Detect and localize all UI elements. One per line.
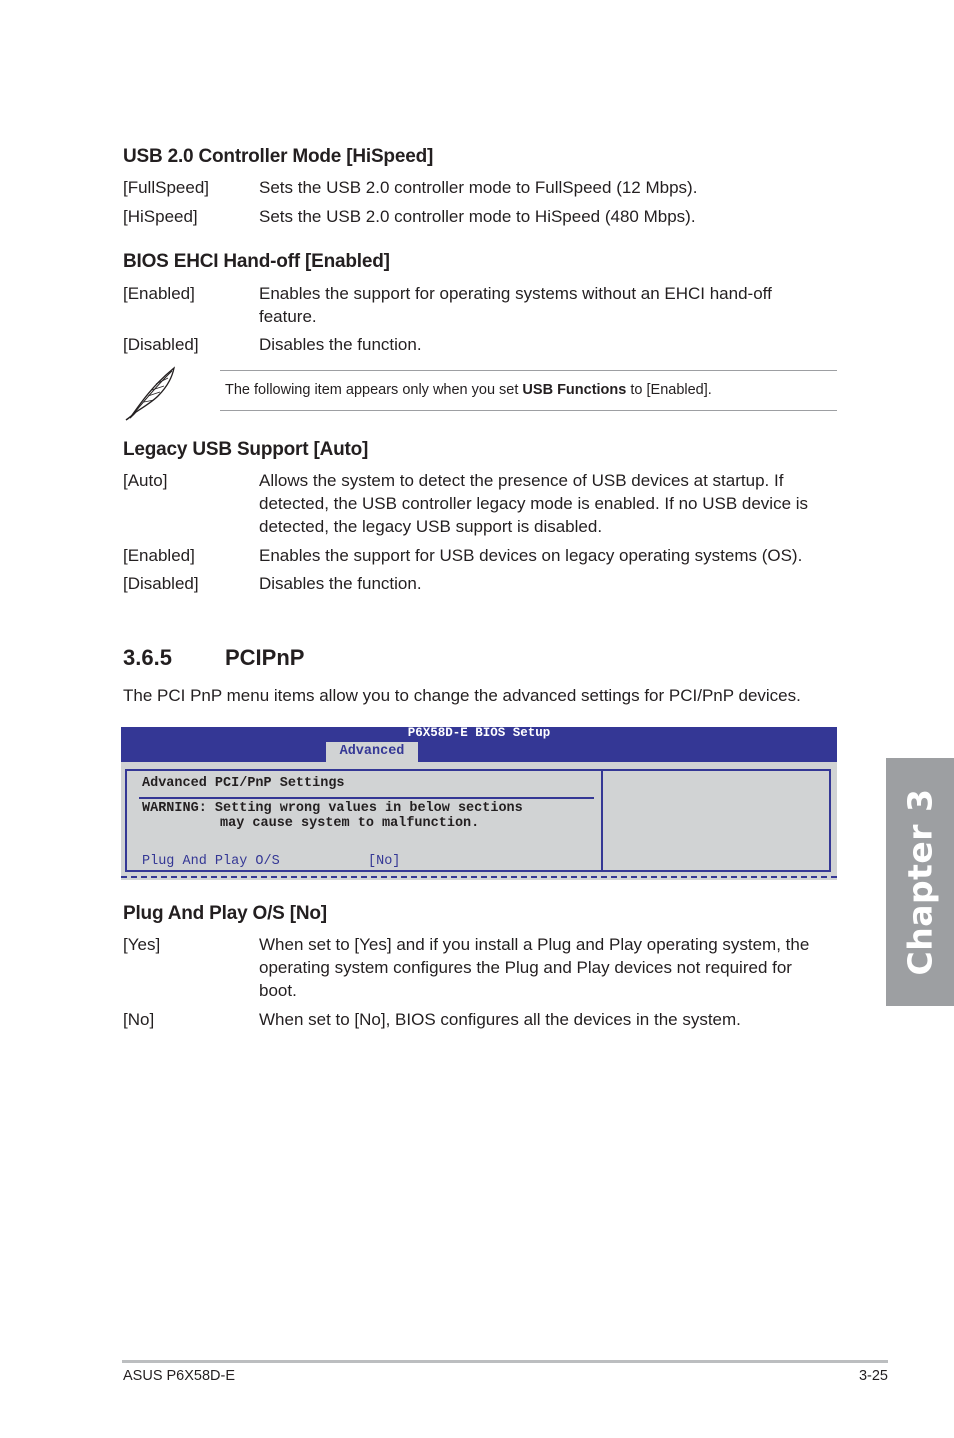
- ehci-heading: BIOS EHCI Hand-off [Enabled]: [123, 251, 390, 272]
- option-label: [HiSpeed]: [123, 207, 198, 226]
- usb-mode-heading: USB 2.0 Controller Mode [HiSpeed]: [123, 146, 434, 167]
- option-description: Enables the support for operating systems without an EHCI hand-off feature.: [259, 284, 772, 326]
- option-label: [Enabled]: [123, 546, 195, 565]
- section-title: PCIPnP: [225, 645, 305, 670]
- note-bottom-rule: [220, 410, 837, 411]
- option-description: When set to [No], BIOS configures all the devices in the system.: [259, 1010, 741, 1029]
- option-description: When set to [Yes] and if you install a Plug and Play operating system, the operating system configures the Plug and Play devices not required for boot.: [259, 935, 810, 1000]
- option-description: Enables the support for USB devices on legacy operating systems (OS).: [259, 546, 803, 565]
- pnp-os-heading: Plug And Play O/S [No]: [123, 903, 327, 924]
- panel-divider: [601, 771, 603, 870]
- option-description: Disables the function.: [259, 335, 422, 354]
- chapter-tab: Chapter 3: [886, 758, 954, 1006]
- legacy-usb-heading: Legacy USB Support [Auto]: [123, 439, 369, 460]
- option-description: Sets the USB 2.0 controller mode to FullSpeed (12 Mbps).: [259, 178, 698, 197]
- note-top-rule: [220, 370, 837, 371]
- bios-title: P6X58D-E BIOS Setup: [407, 726, 551, 740]
- option-label: [Disabled]: [123, 574, 199, 593]
- bios-screenshot: [121, 727, 837, 880]
- option-label: [FullSpeed]: [123, 178, 209, 197]
- option-description: Disables the function.: [259, 574, 422, 593]
- option-label: [Disabled]: [123, 335, 199, 354]
- option-label: [Auto]: [123, 471, 168, 490]
- warning-line-2: may cause system to malfunction.: [220, 816, 480, 831]
- page-number: 3-25: [858, 1368, 888, 1384]
- bios-dashed-border: [121, 876, 837, 878]
- tab-advanced[interactable]: Advanced: [326, 742, 418, 762]
- option-label: [No]: [123, 1010, 155, 1029]
- bios-panel: [125, 769, 831, 872]
- footer-product: ASUS P6X58D-E: [123, 1368, 236, 1384]
- pnp-os-value[interactable]: [No]: [368, 854, 401, 869]
- option-description: Allows the system to detect the presence of USB devices at startup. If detected, the USB controller legacy mode is enabled. If no USB device is detected, the legacy USB support is disabled.: [259, 471, 809, 536]
- footer-rule: [122, 1360, 888, 1363]
- note-text: The following item appears only when you set USB Functions to [Enabled].: [225, 382, 712, 398]
- panel-title-underline: [139, 797, 594, 799]
- section-intro: The PCI PnP menu items allow you to change the advanced settings for PCI/PnP devices.: [123, 686, 801, 705]
- pnp-os-item[interactable]: Plug And Play O/S: [142, 854, 280, 869]
- panel-title: Advanced PCI/PnP Settings: [142, 776, 345, 791]
- warning-line-1: WARNING: Setting wrong values in below sections: [142, 801, 523, 816]
- section-number: 3.6.5: [123, 645, 172, 670]
- quill-note-icon: [122, 364, 180, 422]
- option-label: [Yes]: [123, 935, 161, 954]
- option-description: Sets the USB 2.0 controller mode to HiSpeed (480 Mbps).: [259, 207, 696, 226]
- option-label: [Enabled]: [123, 284, 195, 303]
